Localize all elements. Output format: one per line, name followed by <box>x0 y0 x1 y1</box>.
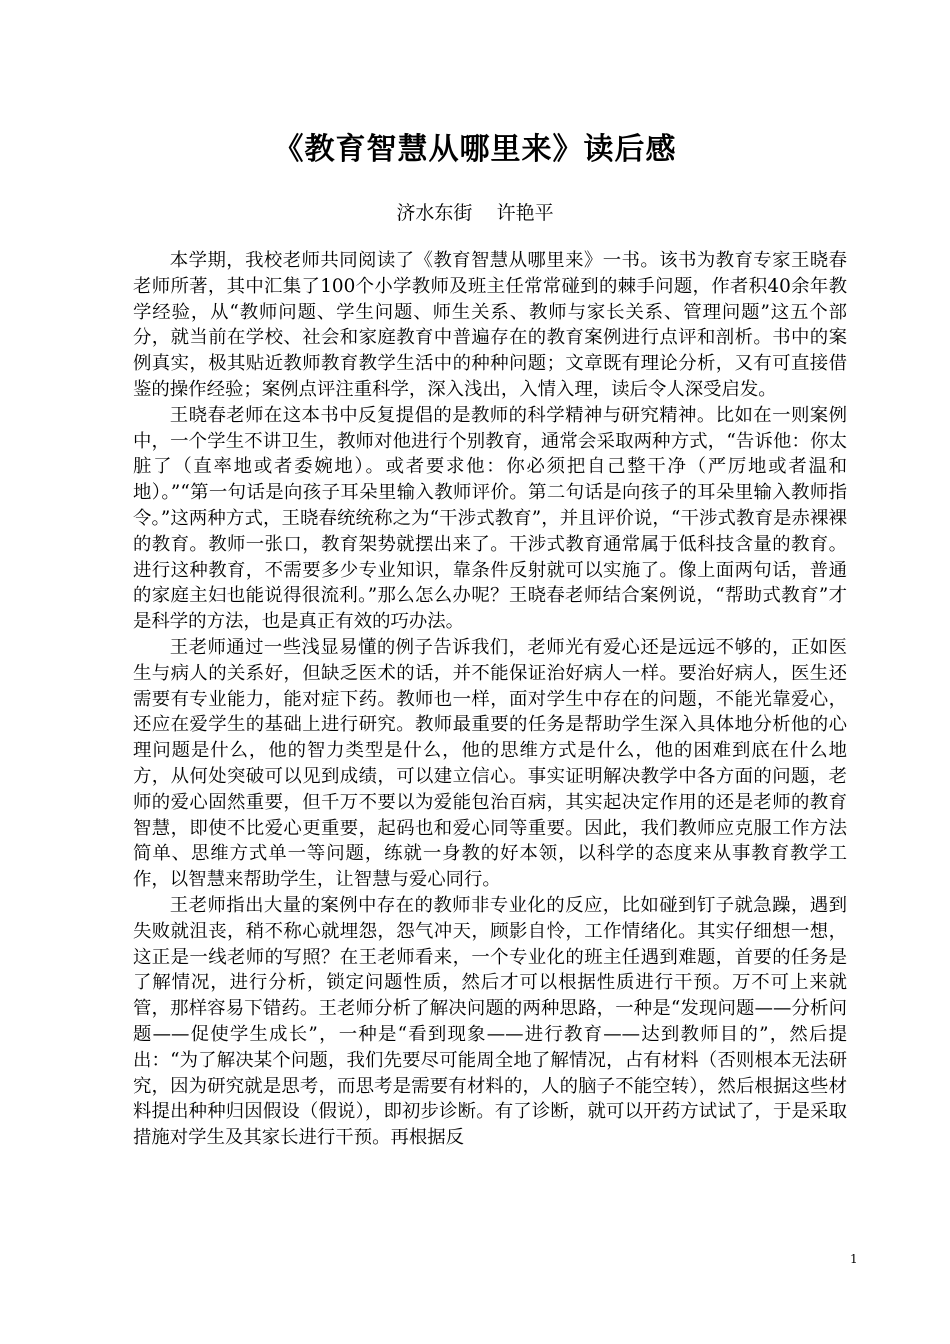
paragraph-3: 王老师通过一些浅显易懂的例子告诉我们，老师光有爱心还是远远不够的，正如医生与病人的关系好，但缺乏医术的话，并不能保证治好病人一样。要治好病人，医生还需要有专业能力，能对症下药。教师也一样，面对学生中存在的问题，不能光靠爱心，还应在爱学生的基础上进行研究。教师最重要的任务是帮助学生深入具体地分析他的心理问题是什么，他的智力类型是什么，他的思维方式是什么，他的困难到底在什么地方，从何处突破可以见到成绩，可以建立信心。事实证明解决教学中各方面的问题，老师的爱心固然重要，但千万不要以为爱能包治百病，其实起决定作用的还是老师的教育智慧，即使不比爱心更重要，起码也和爱心同等重要。因此，我们教师应克服工作方法简单、思维方式单一等问题，练就一身教的好本领，以科学的态度来从事教育教学工作，以智慧来帮助学生，让智慧与爱心同行。 <box>133 636 847 891</box>
paragraph-1: 本学期，我校老师共同阅读了《教育智慧从哪里来》一书。该书为教育专家王晓春老师所著，其中汇集了100个小学教师及班主任常常碰到的棘手问题，作者积40余年教学经验，从“教师问题、学生问题、师生关系、教师与家长关系、管理问题”这五个部分，就当前在学校、社会和家庭教育中普遍存在的教育案例进行点评和剖析。书中的案例真实，极其贴近教师教育教学生活中的种种问题；文章既有理论分析，又有可直接借鉴的操作经验；案例点评注重科学，深入浅出，入情入理，读后令人深受启发。 <box>133 250 847 400</box>
paragraph-4: 王老师指出大量的案例中存在的教师非专业化的反应，比如碰到钉子就急躁，遇到失败就沮丧，稍不称心就埋怨，怨气冲天，顾影自怜，工作情绪化。其实仔细想一想，这正是一线老师的写照？在王老师看来，一个专业化的班主任遇到难题，首要的任务是了解情况，进行分析，锁定问题性质，然后才可以根据性质进行干预。万不可上来就管，那样容易下错药。王老师分析了解决问题的两种思路，一种是“发现问题——分析问题——促使学生成长”，一种是“看到现象——进行教育——达到教师目的”，然后提出：“为了解决某个问题，我们先要尽可能周全地了解情况，占有材料（否则根本无法研究，因为研究就是思考，而思考是需要有材料的，人的脑子不能空转），然后根据这些材料提出种种归因假设（假说），即初步诊断。有了诊断，就可以开药方试试了，于是采取措施对学生及其家长进行干预。再根据反 <box>133 894 847 1149</box>
paragraph-2: 王晓春老师在这本书中反复提倡的是教师的科学精神与研究精神。比如在一则案例中，一个学生不讲卫生，教师对他进行个别教育，通常会采取两种方式，“告诉他：你太脏了（直率地或者委婉地）。或者要求他：你必须把自己整干净（严厉地或者温和地）。”“第一句话是向孩子耳朵里输入教师评价。第二句话是向孩子的耳朵里输入教师指令。”这两种方式，王晓春统统称之为“干涉式教育”，并且评价说，“干涉式教育是赤裸裸的教育。教师一张口，教育架势就摆出来了。干涉式教育通常属于低科技含量的教育。进行这种教育，不需要多少专业知识，靠条件反射就可以实施了。像上面两句话，普通的家庭主妇也能说得很流利。”那么怎么办呢？王晓春老师结合案例说，“帮助式教育”才是科学的方法，也是真正有效的巧办法。 <box>133 404 847 633</box>
author-line: 济水东街 许艳平 <box>396 202 554 224</box>
document-title: 《教育智慧从哪里来》读后感 <box>273 132 677 167</box>
page-number: 1 <box>850 1252 858 1266</box>
document-body <box>133 248 847 1151</box>
